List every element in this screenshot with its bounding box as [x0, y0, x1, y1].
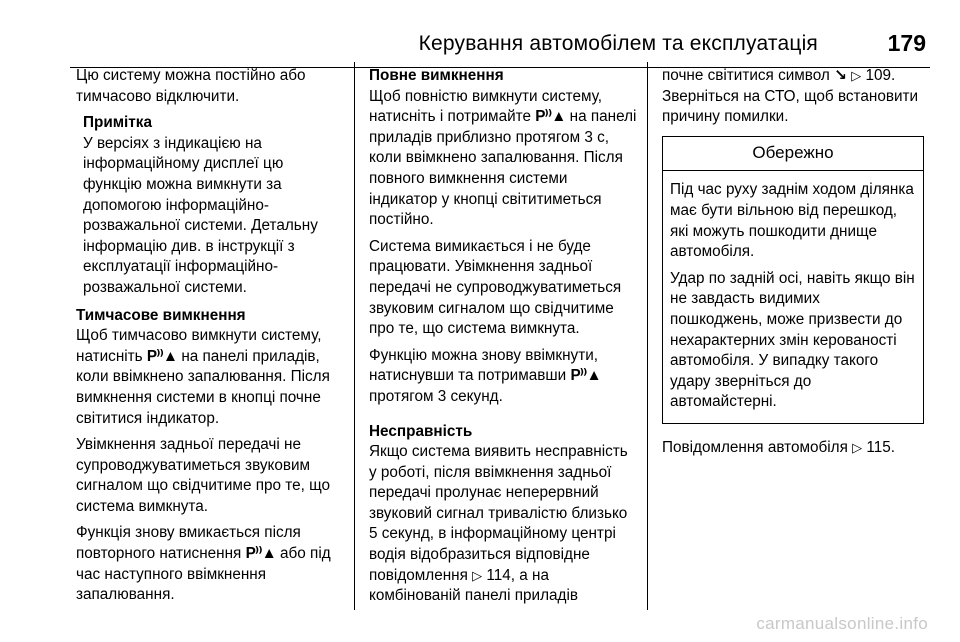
text-span: на панелі приладів, коли ввімкнено запалювання. Після вимкнення системи в кнопці почне світитися індикатор.: [76, 347, 330, 427]
warning-title: Обережно: [663, 137, 923, 172]
page-title: Керування автомобілем та експлуатація: [418, 32, 818, 55]
text-span: Якщо система виявить несправність у роботі, після ввімкнення задньої передачі пролунає неперервний звуковий сигнал тривалістю близько 5 секунд, в інформаційному центрі водія відобразиться відповідне повідомлення: [369, 443, 628, 584]
text-span: .: [890, 438, 896, 456]
page-ref-link[interactable]: 114: [486, 566, 511, 584]
column-2: [369, 66, 637, 613]
text-span: Функція знову вмикається після повторного натиснення: [76, 524, 301, 563]
text-span: Щоб повністю вимкнути систему, натисніть і потримайте: [369, 87, 603, 126]
continued-paragraph: [662, 66, 924, 128]
fault-heading: Несправність: [369, 422, 473, 440]
warning-paragraph-2: Удар по задній осі, навіть якщо він не завдасть видимих пошкоджень, може призвести до нехарактерних змін керованості автомобіля. У випадку такого удару зверніться до автомайстерні.: [670, 269, 915, 411]
note-text: У версіях з індикацією на інформаційному дисплеї цю функцію можна вимкнути за допомогою інформаційно-розважальної системи. Детальну інформацію див. в інструкції з експлуатації інформаційно-розважальної системи.: [83, 134, 318, 296]
warning-box: [662, 136, 924, 424]
text-span: почне світитися символ: [662, 67, 830, 84]
full-disable-paragraph-3: [369, 346, 637, 408]
note-title: Примітка: [83, 114, 152, 132]
park-assist-button-icon: P⁾⁾▲: [535, 108, 566, 126]
column-3: [662, 66, 924, 465]
fault-symbol-icon: ↘: [834, 67, 847, 84]
temp-disable-heading: Тимчасове вимкнення: [76, 306, 246, 324]
text-span: на панелі приладів приблизно протягом 3 с, коли ввімкнено запалювання. Після повного вимкнення системи індикатор у кнопці світитиметься постійно.: [369, 108, 637, 229]
full-disable-paragraph-1: [369, 87, 637, 231]
page-ref-arrow-icon: ▷: [851, 68, 862, 83]
full-disable-paragraph-2: Система вимикається і не буде працювати. Увімкнення задньої передачі не супроводжуватиметься звуковим сигналом що свідчитиме про те, що система вимкнута.: [369, 237, 622, 338]
note-block: [83, 113, 346, 298]
park-assist-button-icon: P⁾⁾▲: [570, 367, 601, 385]
full-disable-heading: Повне вимкнення: [369, 67, 504, 84]
page-ref-arrow-icon: ▷: [852, 439, 863, 455]
page-ref-link[interactable]: 109: [865, 67, 891, 84]
text-span: Повідомлення автомобіля: [662, 438, 848, 456]
park-assist-button-icon: P⁾⁾▲: [146, 347, 178, 365]
text-span: . Зверніться на СТО, щоб встановити причину помилки.: [662, 67, 919, 126]
text-span: Щоб тимчасово вимкнути систему, натисніть: [76, 327, 322, 365]
temp-disable-paragraph-2: Увімкнення задньої передачі не супроводжуватиметься звуковим сигналом що свідчитиме про те, що система вимкнута.: [76, 436, 331, 515]
page-ref-link[interactable]: 115: [866, 438, 891, 456]
temp-disable-paragraph-3: [76, 523, 346, 605]
column-divider-1: [354, 62, 355, 610]
fault-paragraph: [369, 442, 637, 607]
vehicle-messages-paragraph: [662, 438, 924, 459]
park-assist-button-icon: P⁾⁾▲: [245, 545, 276, 563]
watermark: carmanualsonline.info: [756, 614, 928, 633]
warning-body: [663, 171, 923, 423]
column-divider-2: [647, 62, 648, 610]
text-span: протягом 3 секунд.: [369, 387, 503, 405]
page-number: 179: [887, 30, 926, 56]
page-header: [70, 28, 930, 68]
page-ref-arrow-icon: ▷: [472, 567, 483, 583]
intro-paragraph: Цю систему можна постійно або тимчасово відключити.: [76, 67, 306, 105]
temp-disable-paragraph-1: [76, 326, 346, 429]
column-1: [76, 66, 346, 612]
warning-paragraph-1: Під час руху заднім ходом ділянка має бути вільною від перешкод, які можуть пошкодити днище автомобіля.: [670, 181, 914, 261]
text-span: Функцію можна знову ввімкнути, натиснувши та потримавши: [369, 346, 599, 385]
text-span: або під час наступного ввімкнення запалювання.: [76, 545, 331, 604]
text-span: , а на комбінованій панелі приладів: [369, 566, 578, 605]
